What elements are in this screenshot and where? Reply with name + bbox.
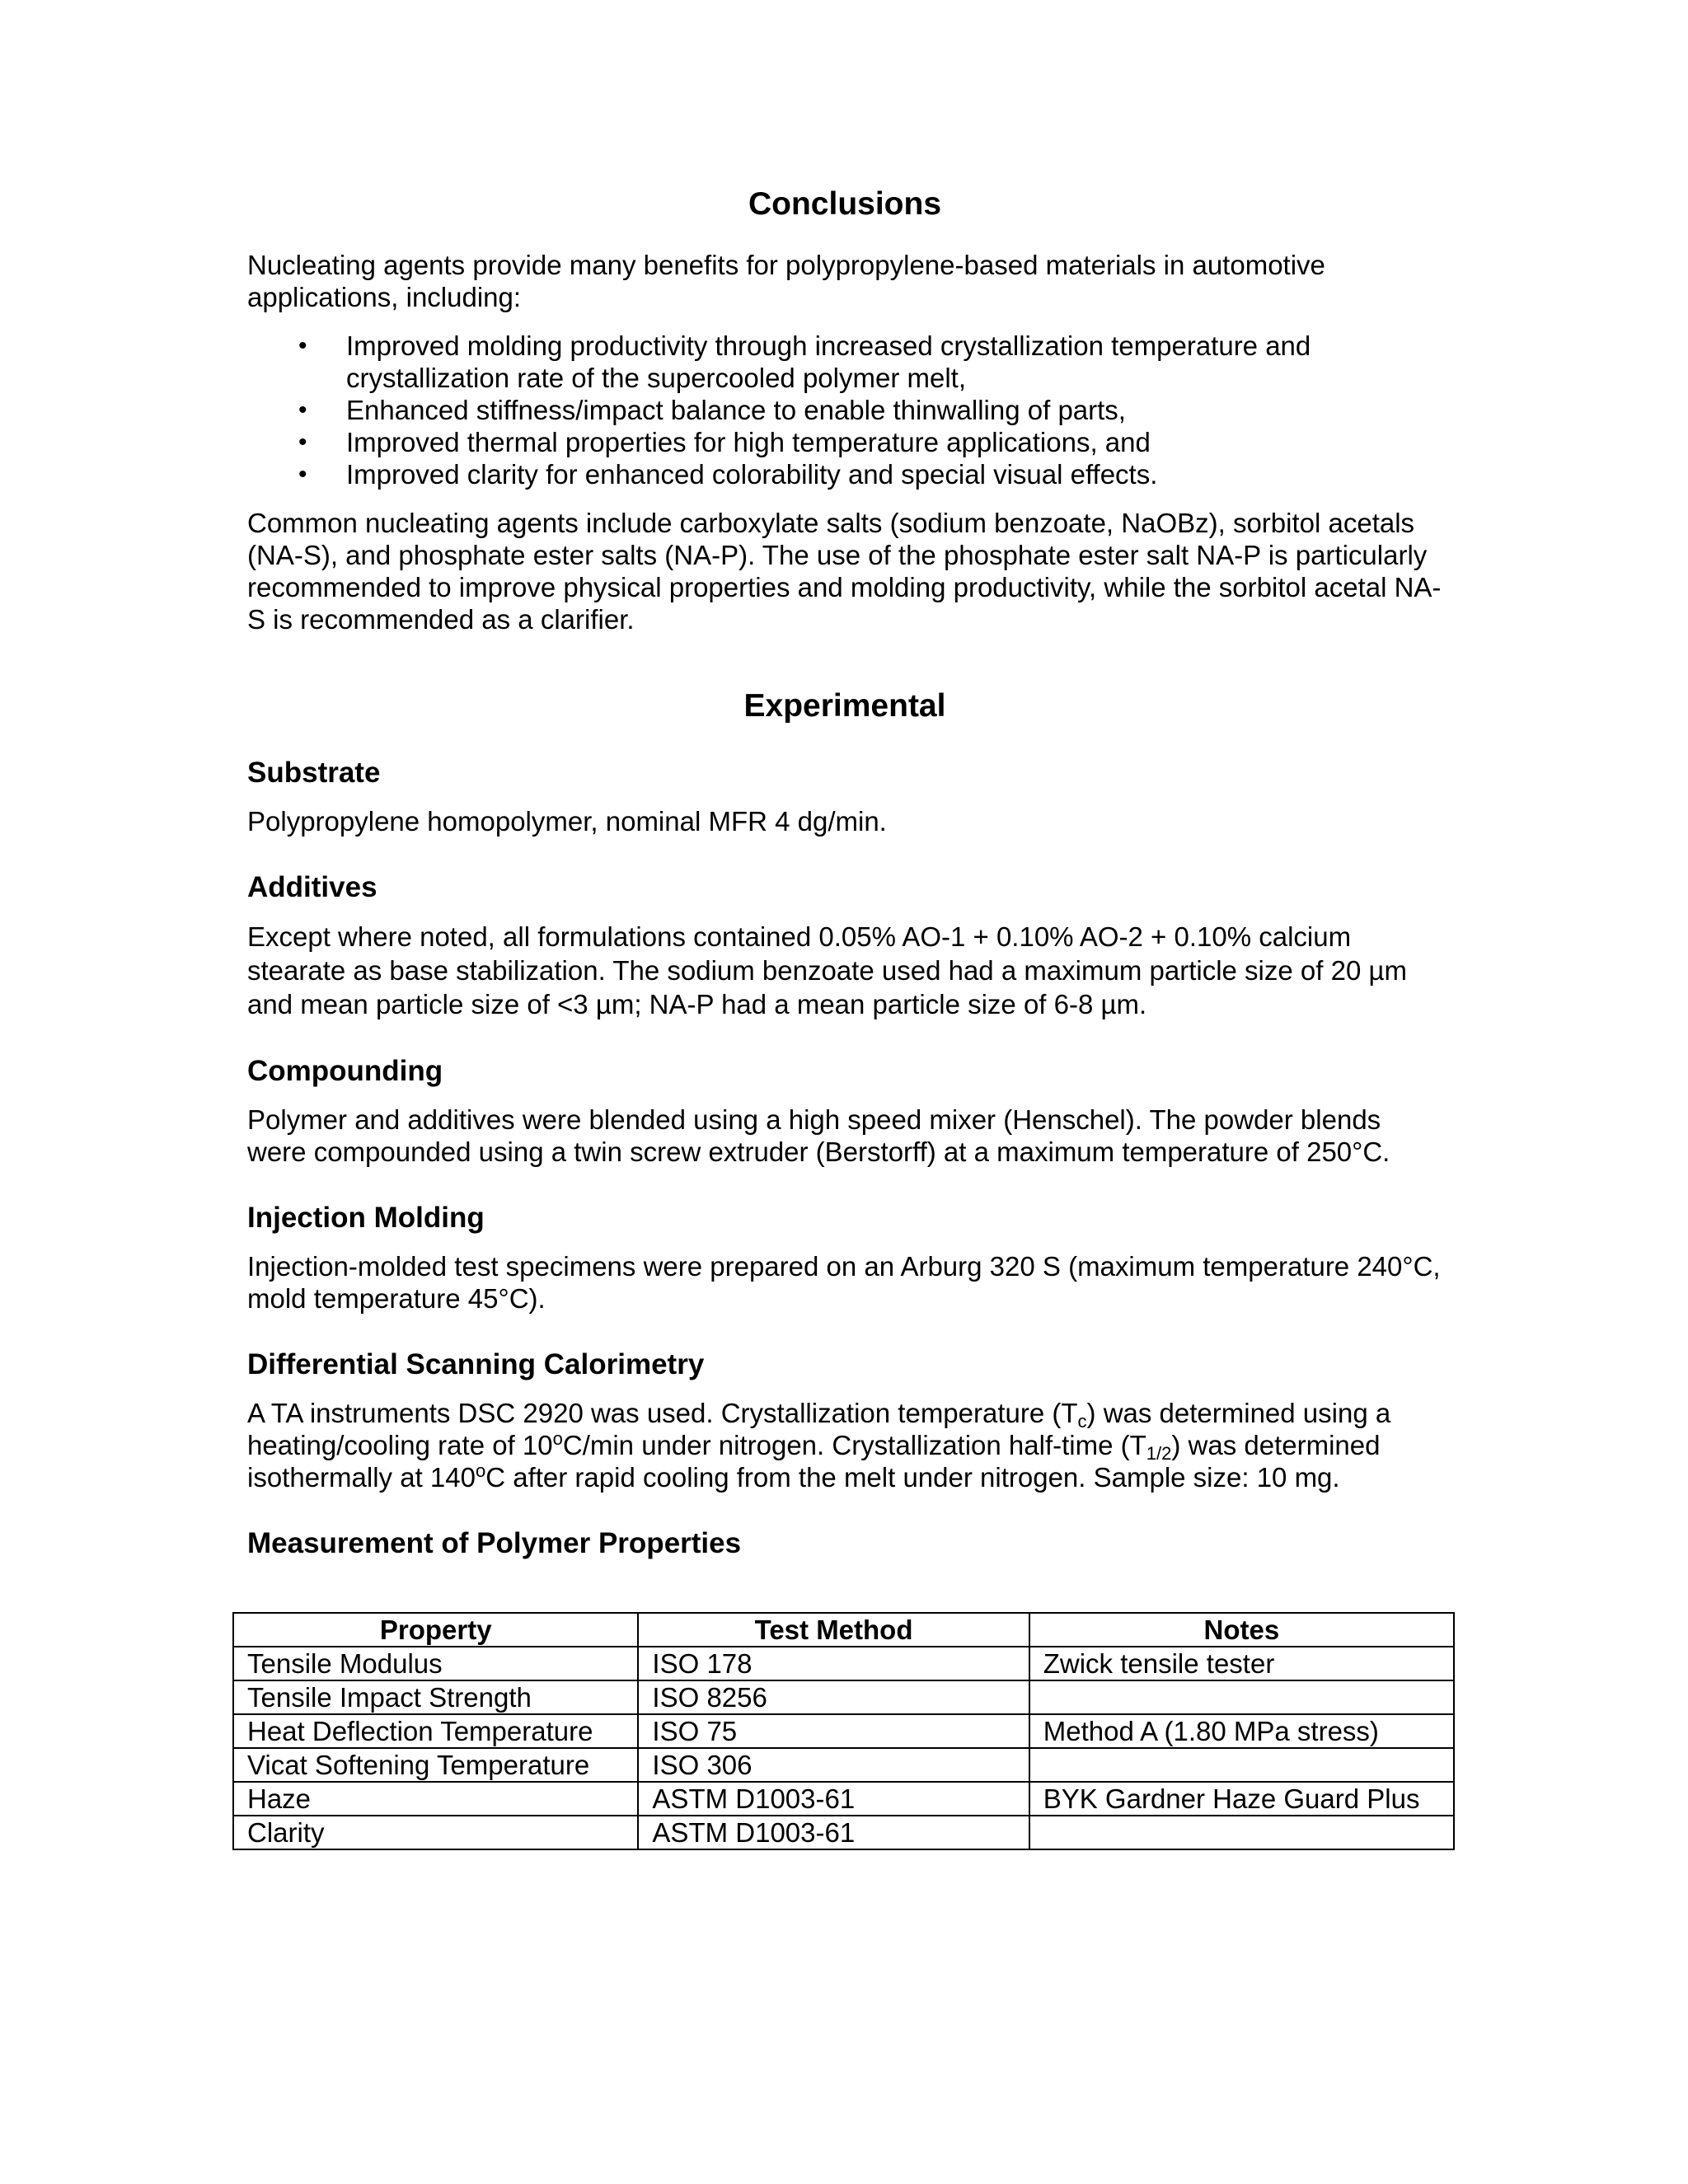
measurement-heading: Measurement of Polymer Properties — [247, 1527, 742, 1559]
notes-cell — [1029, 1680, 1454, 1714]
notes-cell: BYK Gardner Haze Guard Plus — [1029, 1782, 1454, 1816]
bullet-icon: • — [298, 396, 307, 424]
polymer-properties-table — [232, 1612, 1455, 1850]
bullet-icon: • — [298, 332, 307, 359]
property-cell: Tensile Modulus — [233, 1647, 638, 1680]
list-item: • Enhanced stiffness/impact balance to enable thinwalling of parts, — [298, 395, 1126, 425]
substrate-heading: Substrate — [247, 757, 381, 789]
property-cell: Haze — [233, 1782, 638, 1816]
property-cell: Tensile Impact Strength — [233, 1680, 638, 1714]
additives-text: Except where noted, all formulations contained 0.05% AO-1 + 0.10% AO-2 + 0.10% calcium stearate as base stabilization. The sodium benzoate used had a maximum particle size of 20 µm and mean particle size of <3 µm; NA-P had a mean particle size of 6-8 µm. — [247, 921, 1407, 1019]
conclusions-closing: Common nucleating agents include carboxylate salts (sodium benzoate, NaOBz), sorbitol acetals (NA-S), and phosphate ester salts (NA-P). The use of the phosphate ester salt NA-P is particularly recommended to improve physical properties and molding productivity, while the sorbitol acetal NA-S is recommended as a clarifier. — [247, 508, 1442, 635]
conclusions-heading: Conclusions — [748, 186, 942, 222]
list-item: • Improved thermal properties for high temperature applications, and — [298, 427, 1151, 457]
table-header-row — [233, 1613, 1454, 1647]
experimental-heading: Experimental — [743, 688, 946, 724]
conclusions-intro: Nucleating agents provide many benefits for polypropylene-based materials in automotive applications, including: — [247, 250, 1325, 312]
notes-cell — [1029, 1748, 1454, 1782]
notes-cell — [1029, 1816, 1454, 1849]
property-cell: Clarity — [233, 1816, 638, 1849]
table-row — [233, 1714, 1454, 1748]
notes-cell: Zwick tensile tester — [1029, 1647, 1454, 1680]
test-method-cell: ASTM D1003-61 — [638, 1816, 1029, 1849]
test-method-cell: ISO 75 — [638, 1714, 1029, 1748]
list-item: • Improved molding productivity through increased crystallization temperature and crystallization rate of the supercooled polymer melt, — [298, 330, 1311, 393]
bullet-icon: • — [298, 429, 307, 456]
column-header-property: Property — [233, 1613, 638, 1647]
test-method-cell: ISO 8256 — [638, 1680, 1029, 1714]
dsc-text: A TA instruments DSC 2920 was used. Crystallization temperature $(T_c)$ was determined using a heating/cooling rate of 10$^o$C/min under nitrogen. Crystallization half-time $(T_{1/2})$ was determined isothermally at 140$^o$C after rapid cooling from the melt under nitrogen. Sample size: 10 mg. — [247, 1398, 1391, 1493]
bullet-icon: • — [298, 461, 307, 488]
column-header-notes: Notes — [1029, 1613, 1454, 1647]
additives-heading: Additives — [247, 871, 377, 903]
injection-molding-text: Injection-molded test specimens were prepared on an Arburg 320 S (maximum temperature 240°C, mold temperature 45°C). — [247, 1251, 1441, 1314]
injection-molding-heading: Injection Molding — [247, 1202, 485, 1234]
table-row — [233, 1816, 1454, 1849]
table-row — [233, 1647, 1454, 1680]
notes-cell: Method A (1.80 MPa stress) — [1029, 1714, 1454, 1748]
property-cell: Heat Deflection Temperature — [233, 1714, 638, 1748]
list-item: • Improved clarity for enhanced colorability and special visual effects. — [298, 459, 1158, 490]
test-method-cell: ASTM D1003-61 — [638, 1782, 1029, 1816]
substrate-text: Polypropylene homopolymer, nominal MFR 4 dg/min. — [247, 806, 887, 837]
column-header-test-method: Test Method — [638, 1613, 1029, 1647]
benefits-list — [247, 330, 1442, 490]
test-method-cell: ISO 178 — [638, 1647, 1029, 1680]
property-cell: Vicat Softening Temperature — [233, 1748, 638, 1782]
document-page — [247, 186, 1442, 1561]
compounding-heading: Compounding — [247, 1055, 443, 1087]
table-row — [233, 1680, 1454, 1714]
test-method-cell: ISO 306 — [638, 1748, 1029, 1782]
dsc-heading: Differential Scanning Calorimetry — [247, 1348, 705, 1380]
table-row — [233, 1748, 1454, 1782]
table-row — [233, 1782, 1454, 1816]
compounding-text: Polymer and additives were blended using a high speed mixer (Henschel). The powder blends were compounded using a twin screw extruder (Berstorff) at a maximum temperature of 250°C. — [247, 1104, 1390, 1167]
